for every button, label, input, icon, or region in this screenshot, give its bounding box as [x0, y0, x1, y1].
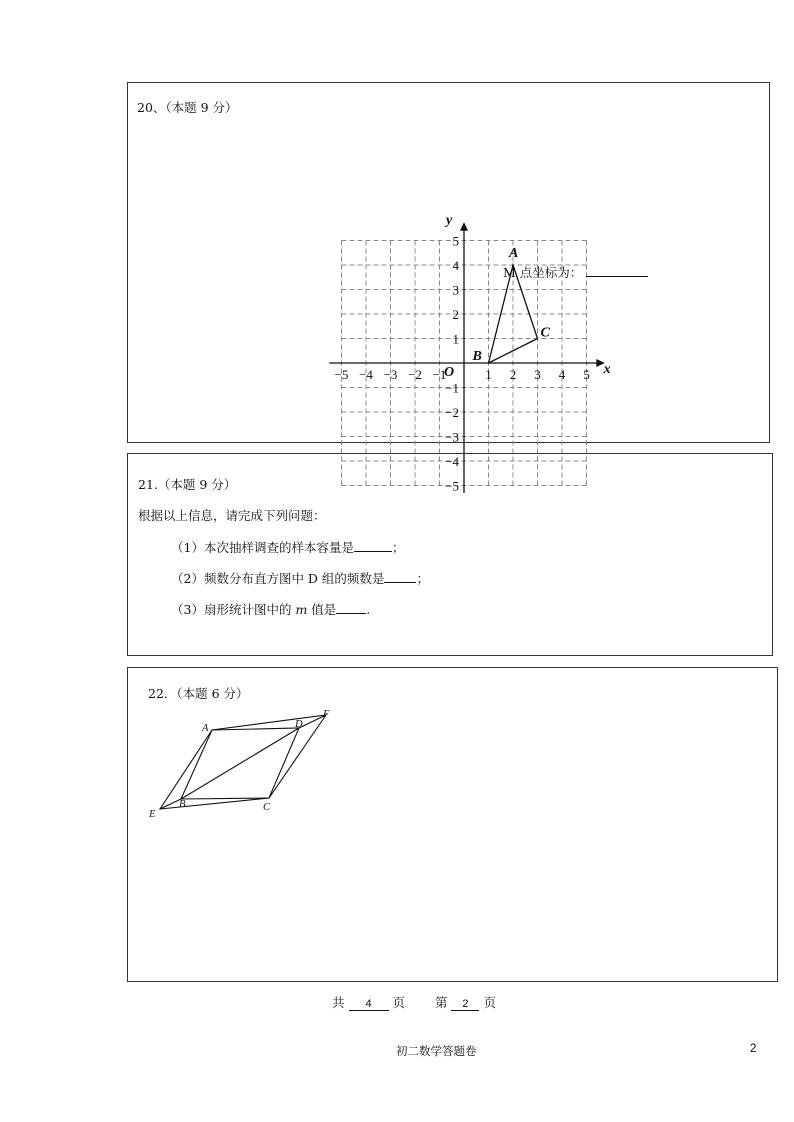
m-coordinate-answer-blank[interactable] — [586, 266, 648, 277]
total-suffix: 页 — [392, 995, 405, 1010]
label-b: B — [179, 799, 186, 810]
item-3-suffix: . — [366, 602, 371, 617]
y-tick-label: 3 — [452, 282, 459, 298]
x-tick-label: −5 — [334, 367, 349, 382]
x-tick-label: 5 — [583, 367, 590, 382]
y-tick-label: 5 — [452, 233, 459, 249]
label-c: C — [263, 802, 271, 813]
x-tick-label: 4 — [558, 367, 566, 382]
question-21-item-1 — [171, 538, 404, 556]
label-e: E — [149, 809, 156, 820]
y-axis-label: y — [446, 213, 453, 229]
question-21-item-2 — [171, 569, 429, 587]
item-3-mid: 值是 — [307, 602, 337, 617]
y-axis-arrow — [460, 222, 468, 231]
item-3-variable: m — [295, 602, 308, 617]
x-tick-label: 2 — [509, 367, 517, 382]
question-22-box — [127, 667, 778, 982]
page-suffix: 页 — [483, 995, 496, 1010]
total-prefix: 共 — [332, 995, 345, 1010]
question-22-header: 22．（本题 6 分） — [148, 686, 249, 701]
origin-label: O — [444, 365, 455, 380]
sheet-caption: 初二数学答题卷 — [396, 1044, 477, 1058]
question-21-box — [127, 453, 773, 656]
x-tick-label: −1 — [432, 367, 447, 382]
item-1-text: （1）本次抽样调查的样本容量是 — [171, 540, 354, 555]
point-label-a: A — [509, 246, 519, 261]
label-d: D — [295, 719, 303, 730]
item-1-suffix: ； — [391, 540, 405, 555]
y-tick-label: 4 — [452, 258, 459, 273]
question-21-item-3 — [171, 600, 370, 618]
x-tick-label: −4 — [359, 367, 373, 382]
m-coordinate-prompt — [503, 263, 648, 281]
item-3-answer-blank[interactable] — [336, 601, 366, 614]
x-tick-label: 3 — [534, 367, 541, 382]
y-tick-label: −2 — [445, 405, 459, 420]
question-20-header: 20、（本题 9 分） — [137, 100, 238, 115]
total-pages: 4 — [349, 998, 389, 1011]
diagonal-bd — [181, 728, 299, 799]
item-3-text: （3）扇形统计图中的 — [171, 602, 296, 617]
item-2-suffix: ； — [416, 571, 429, 586]
y-tick-label: −3 — [445, 429, 459, 445]
y-tick-label: −1 — [445, 380, 459, 396]
y-tick-label: −5 — [445, 478, 459, 494]
x-tick-label: −2 — [408, 367, 422, 382]
question-21-intro: 根据以上信息，请完成下列问题： — [138, 508, 326, 523]
m-coordinate-label: M 点坐标为： — [503, 265, 583, 280]
y-tick-label: −4 — [445, 454, 459, 469]
point-label-c: C — [540, 325, 550, 341]
point-label-b: B — [472, 349, 482, 364]
y-tick-label: 2 — [452, 307, 459, 322]
item-2-answer-blank[interactable] — [384, 570, 416, 583]
label-a: A — [202, 723, 209, 734]
parallelogram-figure — [138, 706, 358, 826]
item-1-answer-blank[interactable] — [354, 539, 392, 552]
label-f: F — [323, 709, 330, 720]
page-counter — [332, 993, 496, 1011]
item-2-text: （2）频数分布直方图中 D 组的频数是 — [171, 571, 385, 586]
x-tick-label: 1 — [485, 367, 492, 382]
question-21-header: 21.（本题 9 分） — [138, 477, 237, 492]
page-number: 2 — [750, 1043, 757, 1055]
y-tick-label: 1 — [452, 331, 459, 347]
current-page: 2 — [451, 998, 479, 1011]
page-prefix: 第 — [434, 995, 448, 1010]
x-axis-label: x — [603, 362, 611, 377]
x-tick-label: −3 — [383, 367, 398, 382]
